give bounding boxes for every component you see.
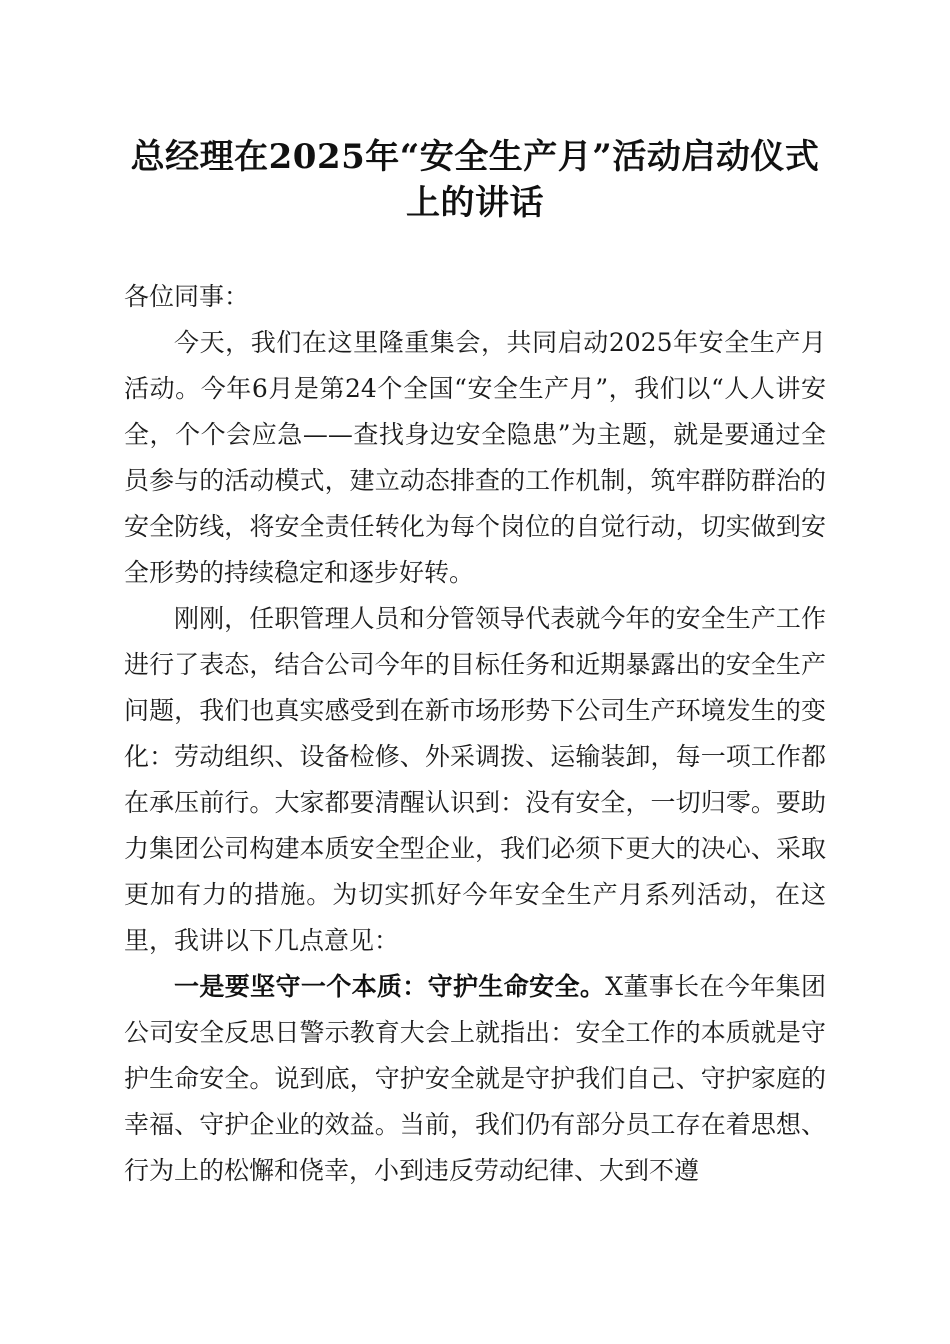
paragraph-2-text: 刚刚，任职管理人员和分管领导代表就今年的安全生产工作进行了表态，结合公司今年的目标任务和近期暴露出的安全生产问题，我们也真实感受到在新市场形势下公司生产环境发生的变化：劳动组织、设备检修、外采调拨、运输装卸，每一项工作都在承压前行。大家都要清醒认识到：没有安全，一切归零。要助力集团公司构建本质安全型企业，我们必须下更大的决心、采取更加有力的措施。为切实抓好今年安全生产月系列活动，在这里，我讲以下几点意见： (124, 604, 826, 955)
salutation: 各位同事： (124, 282, 250, 311)
paragraph-1-text: 今天，我们在这里隆重集会，共同启动2025年安全生产月活动。今年6月是第24个全国“安全生产月”，我们以“人人讲安全，个个会应急——查找身边安全隐患”为主题，就是要通过全员参与的活动模式，建立动态排查的工作机制，筑牢群防群治的安全防线，将安全责任转化为每个岗位的自觉行动，切实做到安全形势的持续稳定和逐步好转。 (124, 328, 826, 587)
paragraph-3-text: X董事长在今年集团公司安全反思日警示教育大会上就指出：安全工作的本质就是守护生命安全。说到底，守护安全就是守护我们自己、守护家庭的幸福、守护企业的效益。当前，我们仍有部分员工存在着思想、行为上的松懈和侥幸，小到违反劳动纪律、大到不遵 (124, 972, 826, 1185)
paragraph-1 (124, 320, 826, 596)
paragraph-2 (124, 596, 826, 964)
document-title: 总经理在2025年“安全生产月”活动启动仪式上的讲话 (130, 137, 820, 223)
paragraph-3-lead: 一是要坚守一个本质：守护生命安全。 (174, 972, 606, 1001)
document-body (124, 274, 826, 1194)
paragraph-3 (124, 964, 826, 1194)
